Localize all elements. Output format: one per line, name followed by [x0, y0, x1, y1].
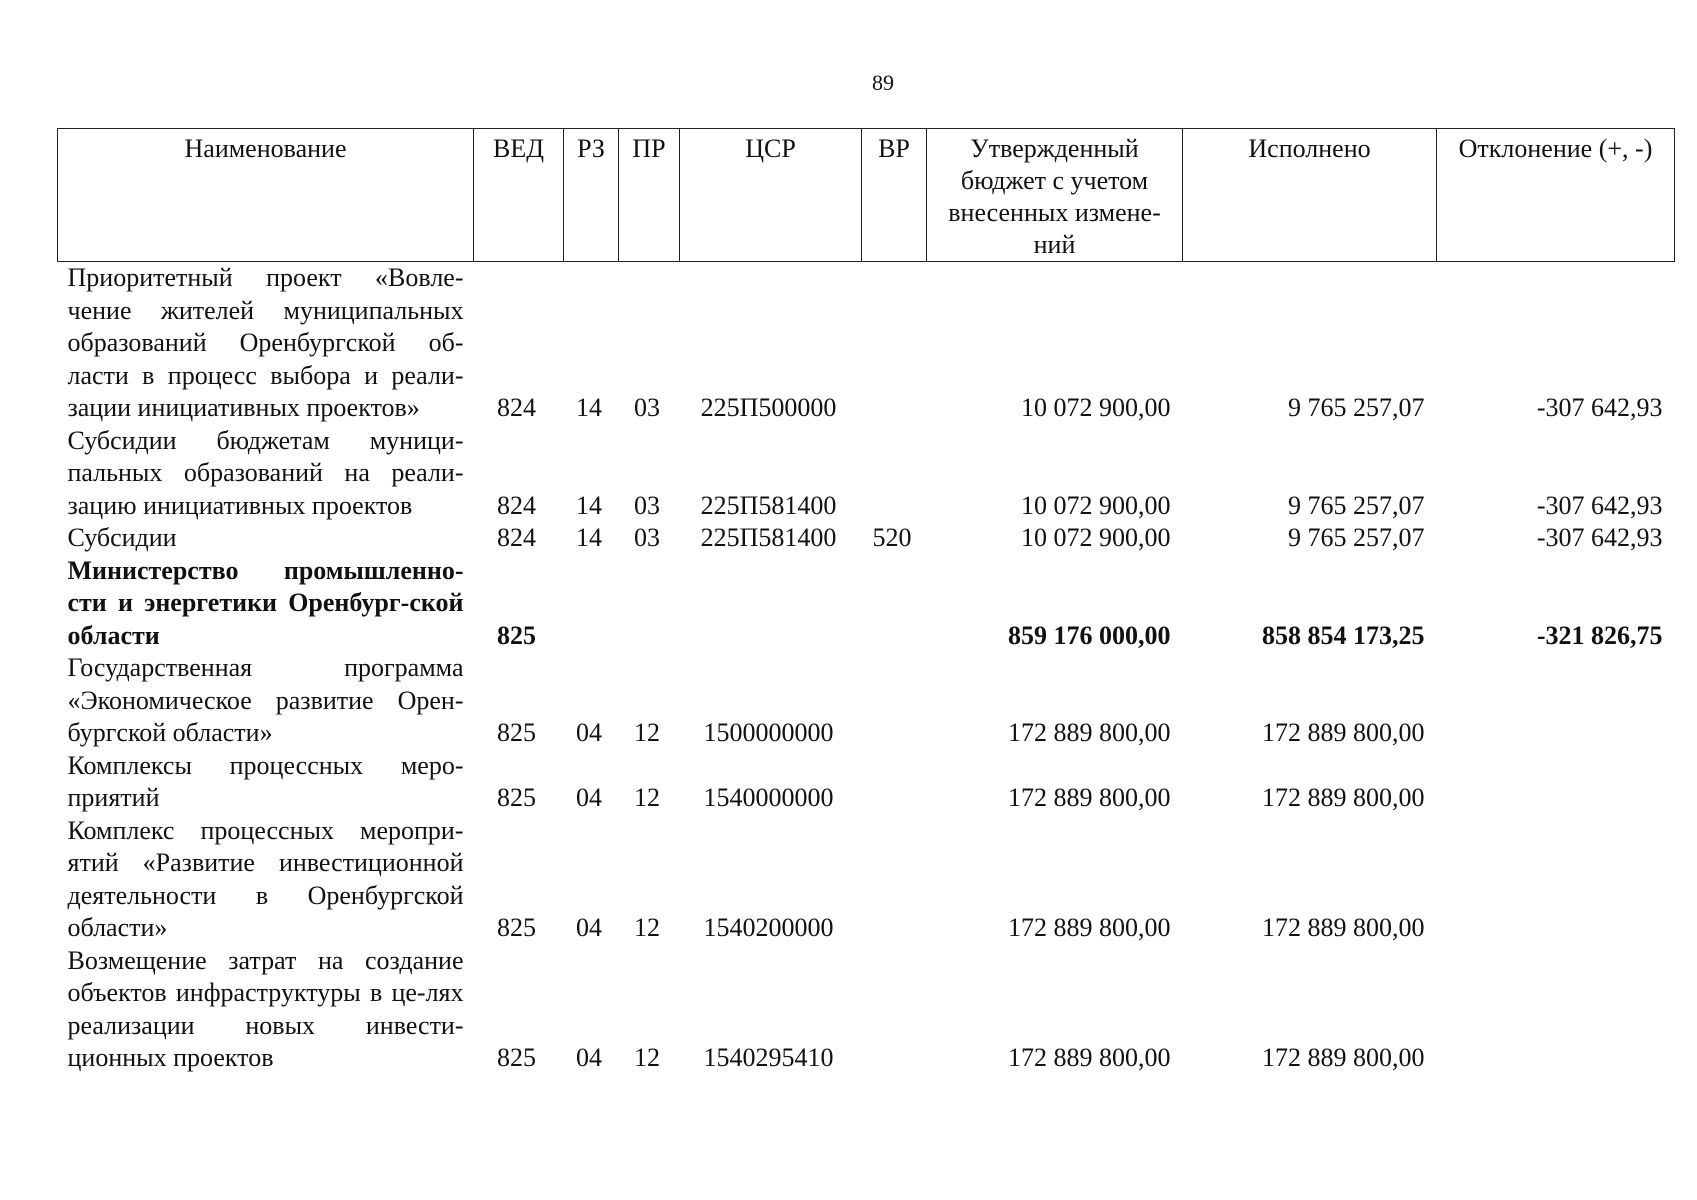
header-deviation: Отклонение (+, -)	[1437, 129, 1675, 262]
cell-name: Министерство промышленно-сти и энергетики Оренбург-ской области	[67, 555, 464, 650]
cell-executed: 172 889 800,00	[1262, 783, 1425, 812]
cell-vr	[862, 425, 927, 523]
cell-rz: 04	[576, 1043, 602, 1072]
cell-pr: 12	[634, 1043, 660, 1072]
cell-approved-budget: 172 889 800,00	[1008, 1043, 1171, 1072]
cell-csr: 1540295410	[703, 1043, 834, 1072]
header-name: Наименование	[58, 129, 474, 262]
cell-approved-budget: 10 072 900,00	[1021, 393, 1171, 422]
cell-pr: 12	[634, 913, 660, 942]
cell-pr: 12	[634, 783, 660, 812]
cell-rz: 04	[576, 783, 602, 812]
cell-pr: 12	[634, 718, 660, 747]
cell-rz	[564, 555, 619, 653]
cell-name: Субсидии	[67, 523, 177, 552]
cell-executed: 172 889 800,00	[1262, 718, 1425, 747]
cell-executed: 172 889 800,00	[1262, 1043, 1425, 1072]
cell-ved: 824	[497, 490, 536, 520]
cell-executed: 172 889 800,00	[1262, 913, 1425, 942]
cell-deviation	[1437, 945, 1675, 1075]
cell-ved: 825	[497, 783, 536, 812]
cell-executed: 9 765 257,07	[1288, 523, 1425, 552]
cell-deviation	[1437, 652, 1675, 750]
cell-rz: 14	[576, 523, 602, 552]
cell-approved-budget: 10 072 900,00	[1021, 523, 1171, 552]
cell-deviation	[1437, 815, 1675, 945]
table-row	[58, 555, 1675, 653]
cell-rz: 14	[576, 393, 602, 422]
cell-vr	[862, 262, 927, 425]
cell-name: Возмещение затрат на создание объектов инфраструктуры в це-лях реализации новых инвести-ционных проектов	[67, 945, 464, 1072]
cell-vr	[862, 750, 927, 815]
cell-ved: 824	[497, 393, 536, 422]
cell-pr: 03	[634, 523, 660, 552]
cell-csr: 225П581400	[700, 490, 837, 520]
budget-execution-table	[57, 128, 1675, 1075]
cell-vr	[862, 945, 927, 1075]
page-number: 89	[872, 70, 894, 95]
cell-name: Комплексы процессных меро-приятий	[67, 750, 464, 812]
cell-approved-budget: 10 072 900,00	[1021, 490, 1171, 520]
cell-csr: 1540000000	[703, 783, 834, 812]
cell-executed: 9 765 257,07	[1288, 393, 1425, 422]
cell-rz: 14	[576, 490, 602, 520]
cell-deviation: -321 826,75	[1536, 620, 1663, 650]
cell-deviation	[1437, 750, 1675, 815]
header-vr: ВР	[862, 129, 927, 262]
cell-csr: 225П500000	[700, 393, 837, 422]
cell-vr	[862, 815, 927, 945]
cell-vr	[862, 652, 927, 750]
cell-vr	[862, 555, 927, 653]
cell-name: Государственная программа «Экономическое развитие Орен-бургской области»	[67, 653, 464, 747]
cell-ved: 825	[497, 620, 536, 650]
cell-vr: 520	[872, 523, 912, 552]
cell-name: Комплекс процессных меропри-ятий «Развитие инвестиционной деятельности в Оренбургской области»	[67, 815, 464, 942]
cell-csr: 1540200000	[703, 913, 834, 942]
cell-deviation: -307 642,93	[1536, 393, 1663, 422]
cell-executed: 858 854 173,25	[1262, 620, 1425, 650]
header-approved-budget: Утвержденный бюджет с учетом внесенных измене-ний	[927, 129, 1183, 262]
cell-approved-budget: 172 889 800,00	[1008, 718, 1171, 747]
table-row	[58, 522, 1675, 555]
cell-csr	[680, 555, 862, 653]
cell-pr: 03	[634, 490, 660, 520]
table-row	[58, 750, 1675, 815]
table-row	[58, 945, 1675, 1075]
table-row	[58, 815, 1675, 945]
cell-ved: 825	[497, 913, 536, 942]
cell-pr: 03	[634, 393, 660, 422]
cell-rz: 04	[576, 718, 602, 747]
header-pr: ПР	[619, 129, 680, 262]
cell-approved-budget: 859 176 000,00	[1008, 620, 1171, 650]
header-ved: ВЕД	[474, 129, 564, 262]
table-row	[58, 262, 1675, 425]
cell-pr	[619, 555, 680, 653]
cell-ved: 825	[497, 1043, 536, 1072]
cell-rz: 04	[576, 913, 602, 942]
header-rz: РЗ	[564, 129, 619, 262]
table-row	[58, 425, 1675, 523]
cell-ved: 825	[497, 718, 536, 747]
cell-ved: 824	[497, 523, 536, 552]
cell-approved-budget: 172 889 800,00	[1008, 783, 1171, 812]
table-row	[58, 652, 1675, 750]
cell-name: Субсидии бюджетам муници-пальных образований на реали-зацию инициативных проектов	[67, 425, 464, 520]
table-header-row	[58, 129, 1675, 262]
cell-csr: 225П581400	[700, 523, 837, 552]
cell-name: Приоритетный проект «Вовле-чение жителей муниципальных образований Оренбургской об-ласти в процесс выбора и реали-зации инициативных проектов»	[67, 263, 464, 422]
cell-approved-budget: 172 889 800,00	[1008, 913, 1171, 942]
header-executed: Исполнено	[1183, 129, 1437, 262]
cell-deviation: -307 642,93	[1536, 490, 1663, 520]
header-csr: ЦСР	[680, 129, 862, 262]
cell-executed: 9 765 257,07	[1288, 490, 1425, 520]
cell-csr: 1500000000	[703, 718, 834, 747]
cell-deviation: -307 642,93	[1536, 523, 1663, 552]
